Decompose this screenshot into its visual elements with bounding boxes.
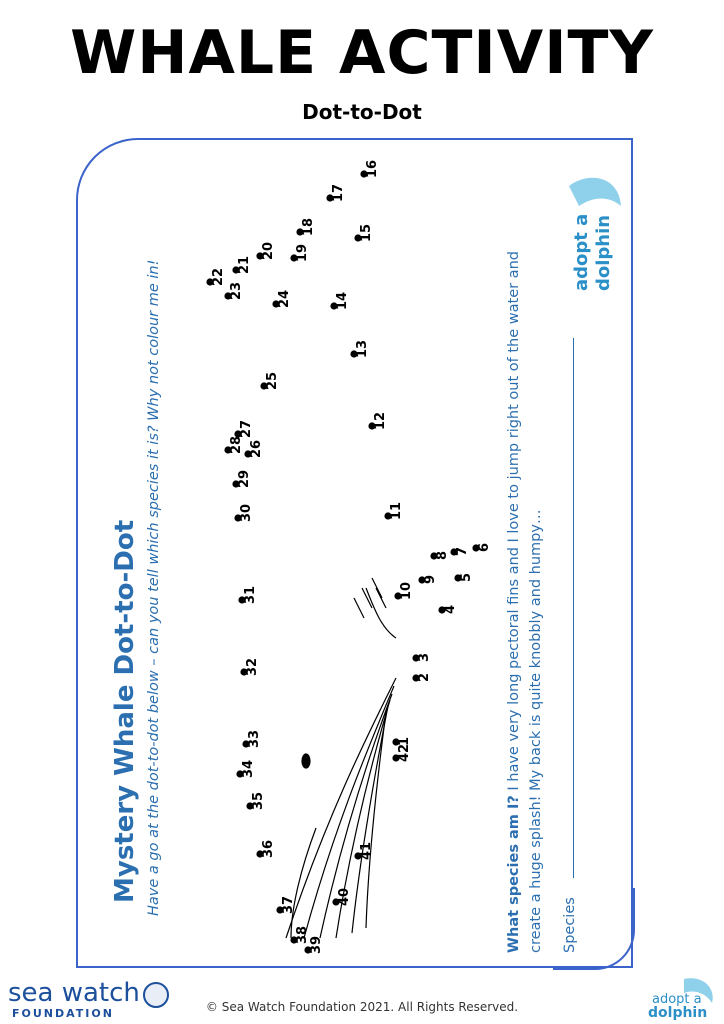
- dot-label-36: 36: [261, 839, 276, 858]
- dot-label-21: 21: [237, 255, 252, 274]
- question-line-2: create a huge splash! My back is quite knobbly and humpy…: [528, 509, 544, 953]
- sea-watch-foundation-logo: [6, 975, 176, 1021]
- dot-label-28: 28: [229, 435, 244, 454]
- adopt-a-dolphin-footer-logo: [644, 975, 718, 1021]
- dot-label-13: 13: [355, 339, 370, 358]
- whale-sketch-lines: [286, 578, 396, 938]
- dot-label-6: 6: [477, 542, 492, 552]
- dot-label-25: 25: [265, 371, 280, 390]
- dot-label-2: 2: [417, 672, 432, 682]
- dot-label-12: 12: [373, 411, 388, 430]
- copyright-text: © Sea Watch Foundation 2021. All Rights Reserved.: [205, 1000, 519, 1014]
- adopt-logo-line2: dolphin: [593, 214, 614, 291]
- dot-label-16: 16: [365, 159, 380, 178]
- dot-label-35: 35: [251, 791, 266, 810]
- dot-label-7: 7: [455, 546, 470, 556]
- question-text-1: I have very long pectoral fins and I love to jump right out of the water and: [506, 251, 522, 796]
- dot-label-41: 41: [359, 841, 374, 860]
- dot-to-dot-drawing: [76, 138, 633, 968]
- dot-label-22: 22: [211, 267, 226, 286]
- dot-label-1: 1: [397, 736, 412, 746]
- page-title: WHALE ACTIVITY: [70, 18, 654, 88]
- dot-label-30: 30: [239, 503, 254, 522]
- dot-label-10: 10: [399, 581, 414, 600]
- dot-label-18: 18: [301, 217, 316, 236]
- sheet-heading: Mystery Whale Dot-to-Dot: [110, 519, 140, 903]
- dot-markers: [206, 160, 492, 954]
- adopt-footer-line2: dolphin: [648, 1005, 708, 1021]
- dot-label-14: 14: [335, 291, 350, 310]
- dot-label-8: 8: [435, 550, 450, 560]
- dot-label-23: 23: [229, 281, 244, 300]
- dot-label-17: 17: [331, 183, 346, 202]
- dot-label-39: 39: [309, 935, 324, 954]
- dot-label-37: 37: [281, 895, 296, 914]
- dot-label-20: 20: [261, 241, 276, 260]
- seawatch-logo-line1: sea watch: [8, 978, 140, 1008]
- dot-label-42: 42: [397, 743, 412, 762]
- page-subtitle: Dot-to-Dot: [302, 100, 422, 124]
- dot-label-31: 31: [243, 585, 258, 604]
- adopt-logo-line1: adopt a: [571, 213, 592, 291]
- dot-label-26: 26: [249, 439, 264, 458]
- adopt-footer-line1: adopt a: [652, 992, 702, 1007]
- sheet-intro: Have a go at the dot-to-dot below – can you tell which species it is? Why not colour me in!: [146, 259, 162, 916]
- dot-label-29: 29: [237, 469, 252, 488]
- activity-sheet: [76, 138, 633, 968]
- question-label: What species am I?: [506, 795, 522, 953]
- dot-label-4: 4: [443, 604, 458, 614]
- dot-label-32: 32: [245, 657, 260, 676]
- dot-label-5: 5: [459, 572, 474, 582]
- sheet-corner: [553, 888, 635, 970]
- dot-label-15: 15: [359, 223, 374, 242]
- seawatch-logo-line2: FOUNDATION: [12, 1007, 114, 1020]
- dot-label-19: 19: [295, 243, 310, 262]
- dot-label-3: 3: [417, 652, 432, 662]
- dot-label-34: 34: [241, 759, 256, 778]
- dot-label-40: 40: [337, 887, 352, 906]
- dot-label-11: 11: [389, 501, 404, 520]
- dot-label-9: 9: [423, 574, 438, 584]
- dot-label-38: 38: [295, 925, 310, 944]
- dot-label-27: 27: [239, 419, 254, 438]
- dot-label-24: 24: [277, 289, 292, 308]
- dot-label-33: 33: [247, 729, 262, 748]
- species-label: Species: [562, 897, 578, 953]
